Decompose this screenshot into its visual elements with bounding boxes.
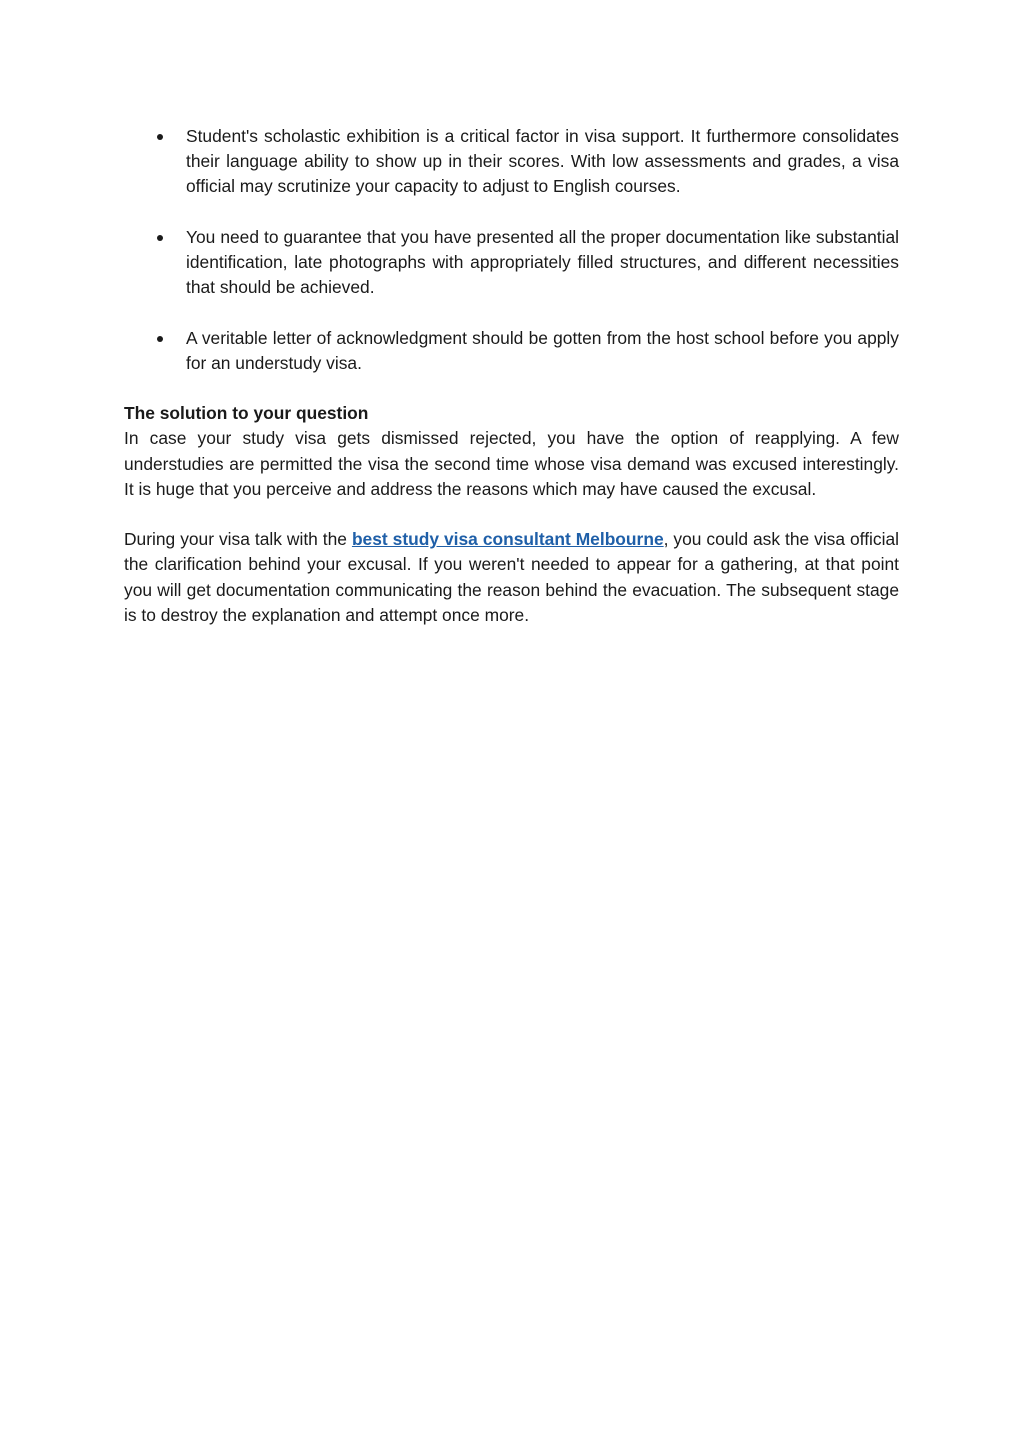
bullet-text: A veritable letter of acknowledgment should be gotten from the host school before you apply for an understudy visa. (186, 327, 899, 373)
bullet-item (124, 225, 899, 301)
bullet-item (124, 326, 899, 376)
bullet-text: You need to guarantee that you have presented all the proper documentation like substantial identification, late photographs with appropriately filled structures, and different necessities that should be achieved. (186, 226, 899, 298)
bullet-list (124, 124, 899, 376)
bullet-item (124, 124, 899, 200)
consultant-link[interactable]: best study visa consultant Melbourne (351, 529, 664, 550)
paragraph-interview (124, 527, 899, 628)
document-page (124, 124, 899, 628)
paragraph-text-after-link: , you could ask the visa official the clarification behind your excusal. If you weren't needed to appear for a gathering, at that point you will get documentation communicating the reason behind the evacuation. The subsequent stage is to destroy the explanation and attempt once more. (124, 529, 899, 625)
paragraph-text-before-link: During your visa talk with the (124, 529, 352, 550)
bullet-dot-icon (157, 336, 163, 342)
bullet-dot-icon (157, 134, 163, 140)
paragraph-rejection: In case your study visa gets dismissed rejected, you have the option of reapplying. A few understudies are permitted the visa the second time whose visa demand was excused interestingly. It is huge that you perceive and address the reasons which may have caused the excusal. (124, 428, 899, 499)
bullet-dot-icon (157, 235, 163, 241)
bullet-text: Student's scholastic exhibition is a critical factor in visa support. It furthermore consolidates their language ability to show up in their scores. With low assessments and grades, a visa official may scrutinize your capacity to adjust to English courses. (186, 126, 899, 197)
section-heading: The solution to your question (124, 403, 369, 424)
